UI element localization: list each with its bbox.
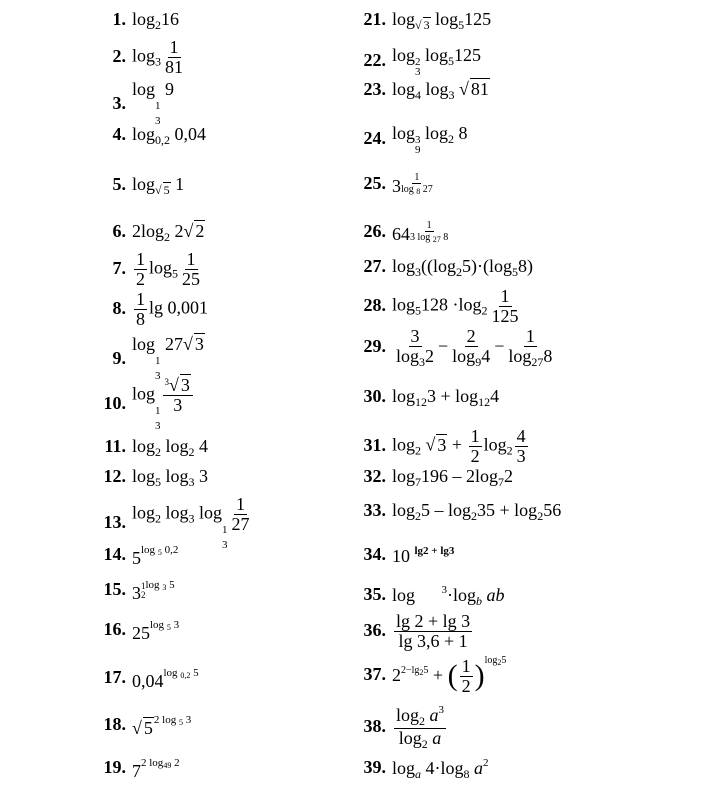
problem-number: 9. (112, 348, 126, 369)
problem-number: 23. (363, 79, 386, 99)
problem-expression: $\log_2$ √ 3 + $\frac{1}{2}$ $\log_2$ $\frac{4}{3}$ (392, 426, 526, 466)
problem-39 (356, 758, 489, 780)
problem-expression: 3 $\frac{1}{\log _8 27}$ (392, 172, 433, 196)
problem-expression: √ $5^{2 log _5 3}$ (132, 714, 192, 738)
problem-expression: $\log_2 \log_3 \log$ 1 3 $\frac{1}{27}$ (132, 494, 250, 551)
problem-number: 4. (112, 124, 126, 144)
problem-expression: $\log_2 \log_2 4$ (132, 436, 209, 460)
problem-number: 38. (363, 715, 386, 736)
problem-expression: $\log_3$ $\frac{1}{81}$ (132, 37, 184, 77)
problem-expression: $\log_25 - \log_235 + \log_256$ (392, 500, 562, 524)
problem-number: 1. (112, 9, 126, 29)
problem-36 (356, 612, 474, 651)
problem-number: 22. (363, 50, 386, 71)
problem-3 (96, 80, 174, 130)
problem-expression: log 1 3 9 (132, 79, 175, 128)
problem-expression: $0,04^{log _{0,2} 5}$ (132, 667, 199, 691)
problem-expression: $7^{2 log_{49} 2}$ (132, 757, 180, 781)
problem-15 (96, 580, 175, 602)
problem-number: 26. (363, 220, 386, 241)
problem-35 (356, 585, 505, 607)
problem-expression: 64 $\frac{1}{3 \log _{27} 8}$ (392, 220, 449, 244)
problem-4 (96, 125, 206, 146)
problem-expression: $\frac{3}{\log_32}$ − $\frac{2}{\log_94}$ − $\frac{1}{\log_{27}8}$ (396, 326, 553, 369)
problem-number: 24. (363, 128, 386, 149)
problem-38 (356, 705, 448, 750)
problem-number: 16. (103, 619, 126, 640)
problem-5 (96, 175, 184, 196)
problem-22 (356, 46, 481, 78)
problem-expression: $\log ^3\cdot\log_b$ ab (392, 584, 505, 608)
problem-expression: $\frac{\lg 2 + \lg 3}{\lg 3,6 + 1}$ (396, 611, 471, 651)
problem-expression: $\frac{\log_2 a^3}{\log_2 a}$ (396, 704, 445, 751)
problem-number: 31. (363, 434, 386, 455)
problem-19 (96, 758, 180, 780)
problem-expression: $\log_216$ (132, 9, 180, 33)
problem-28 (356, 287, 523, 326)
problem-number: 39. (363, 757, 386, 778)
problem-number: 34. (363, 544, 386, 564)
problem-expression: $2^{2-lg_25}$ + ( $\frac{1}{2}$ )$^{log_25}$ (392, 655, 507, 697)
problem-expression: log 1 3 27√ 3 (132, 334, 204, 383)
problem-expression: log 3 9 $\log_2 8$ (392, 123, 468, 156)
problem-2 (96, 38, 187, 77)
problem-number: 27. (363, 256, 386, 276)
problem-12 (96, 467, 208, 488)
problem-expression: $\log_{12}3 + \log_{12}4$ (392, 386, 500, 410)
problem-number: 12. (103, 466, 126, 486)
problem-14 (96, 545, 178, 567)
problem-number: 35. (363, 584, 386, 605)
problem-18 (96, 715, 191, 737)
problem-27 (356, 257, 533, 278)
problem-number: 17. (103, 667, 126, 688)
problem-7 (96, 250, 204, 289)
problem-number: 14. (103, 544, 126, 565)
problem-29 (356, 327, 556, 368)
problem-number: 33. (363, 500, 386, 520)
problem-number: 7. (112, 257, 126, 278)
problem-6 (96, 222, 205, 243)
problem-expression: $\log_{√ 3} \log_5125$ (392, 9, 492, 33)
problem-expression: $\log_7196 - 2\log_72$ (392, 466, 514, 490)
problem-17 (96, 668, 199, 690)
problem-11 (96, 437, 208, 458)
problem-number: 15. (103, 579, 126, 600)
problem-21 (356, 10, 491, 31)
problem-expression: log 2 3 $\log_5125$ (392, 45, 482, 78)
problem-16 (96, 620, 179, 642)
problem-expression: $\log_5 \log_3 3$ (132, 466, 209, 490)
problem-8 (96, 290, 208, 329)
problem-10 (96, 376, 195, 434)
problem-32 (356, 467, 513, 488)
problem-31 (356, 427, 530, 466)
problem-expression: $\log_3((\log_25)\cdot(\log_58)$ (392, 256, 533, 280)
problem-25 (356, 172, 433, 197)
problem-number: 10. (103, 393, 126, 414)
problem-expression: $\log_4 \log_3$ √ 81 (392, 79, 489, 103)
problem-37 (356, 656, 506, 696)
problem-number: 36. (363, 619, 386, 640)
problem-number: 18. (103, 714, 126, 735)
problem-number: 30. (363, 386, 386, 406)
problem-number: 5. (112, 174, 126, 194)
problem-26 (356, 220, 448, 245)
problem-33 (356, 501, 561, 522)
problem-number: 37. (363, 664, 386, 685)
problem-number: 29. (363, 335, 386, 356)
problem-34 (356, 545, 454, 565)
problem-expression: 3 1 2 $^{log _3 5}$ (132, 579, 175, 603)
problem-expression: $\log_{0,2} 0,04$ (132, 124, 207, 148)
problem-expression: $2\log_2$ 2√ 2 (132, 221, 205, 245)
problem-number: 3. (112, 93, 126, 114)
problem-number: 25. (363, 172, 386, 193)
problem-number: 21. (363, 9, 386, 29)
problem-24 (356, 124, 468, 156)
problem-expression: $\log_a 4\cdot\log_8$ $a^2$ (392, 757, 489, 781)
problem-expression: 10 $^{lg2 + lg3}$ (392, 545, 455, 567)
problem-expression: $5^{log _5 0,2}$ (132, 544, 179, 568)
problem-30 (356, 387, 499, 408)
problem-number: 19. (103, 757, 126, 778)
problem-number: 13. (103, 512, 126, 533)
problem-number: 6. (112, 221, 126, 241)
problem-expression: $25^{log _5 3}$ (132, 619, 180, 643)
problem-expression: $\log_{√ 5} 1$ (132, 174, 185, 198)
problem-expression: $\frac{1}{2}$ $\log_5$ $\frac{1}{25}$ (136, 249, 201, 289)
problem-expression: log 1 3 $\frac{^3√ 3}{3}$ (132, 376, 195, 434)
problem-expression: $\log_5128 \cdot\log_2$ $\frac{1}{125}$ (392, 286, 519, 326)
problem-23 (356, 80, 490, 101)
problem-number: 11. (104, 436, 126, 456)
problem-expression: $\frac{1}{8}$ lg 0,001 (136, 289, 209, 329)
problem-number: 28. (363, 294, 386, 315)
problem-number: 32. (363, 466, 386, 486)
problem-1 (96, 10, 179, 31)
problem-number: 8. (112, 297, 126, 318)
problem-number: 2. (112, 45, 126, 66)
